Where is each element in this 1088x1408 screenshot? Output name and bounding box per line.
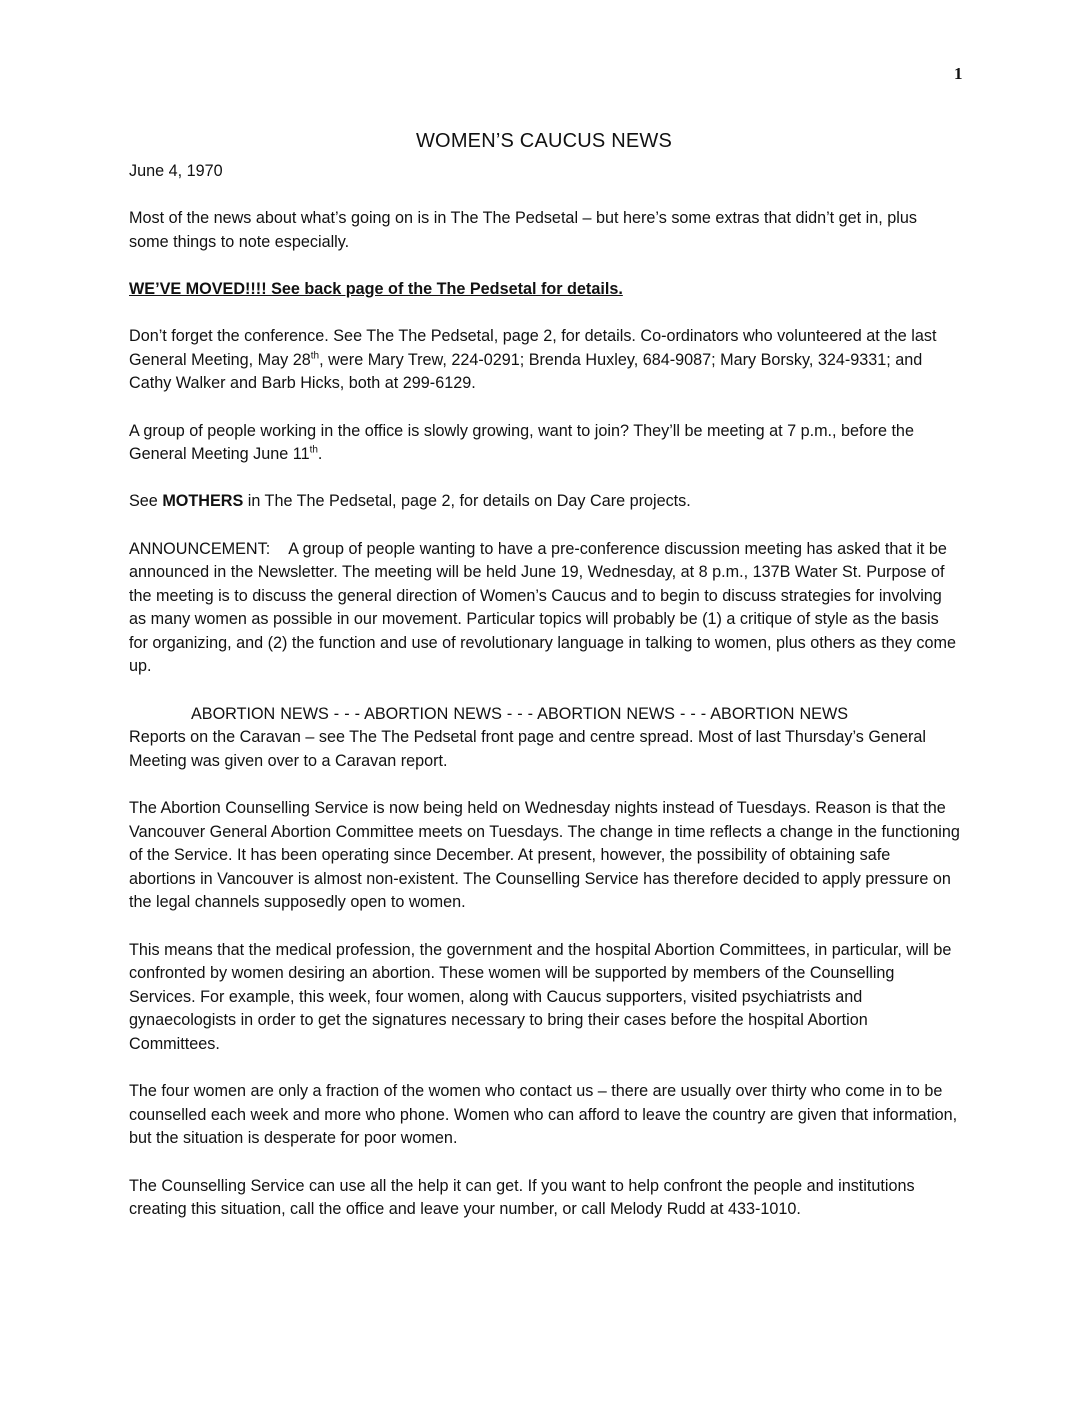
mothers-text-1: See [129, 492, 163, 511]
caravan-paragraph: Reports on the Caravan – see The The Pedsetal front page and centre spread. Most of last Thursday’s General Meeting was given over to a Caravan report. [129, 728, 926, 770]
conference-text-2: , were Mary Trew, 224-0291; Brenda Huxley, 684-9087; Mary Borsky, 324-9331; and Cathy Walker and Barb Hicks, both at 299-6129. [129, 350, 923, 393]
page-number: 1 [954, 64, 963, 83]
mothers-bold: MOTHERS [162, 492, 244, 511]
four-women-paragraph: The four women are only a fraction of the women who contact us – there are usually over thirty who come in to be counselled each week and more who phone. Women who can afford to leave the country are given that information, but the situation is desperate for poor women. [129, 1082, 958, 1148]
mothers-paragraph [129, 490, 961, 514]
page-title: WOMEN’S CAUCUS NEWS [415, 130, 673, 152]
help-paragraph: The Counselling Service can use all the help it can get. If you want to help confront the people and institutions creating this situation, call the office and leave your number, or call Melody Rudd at 433-1010. [129, 1176, 915, 1219]
office-paragraph [129, 420, 961, 467]
conference-ordinal: th [310, 350, 320, 362]
office-ordinal: th [309, 444, 318, 456]
announcement-text: A group of people wanting to have a pre-conference discussion meeting has asked that it be announced in the Newsletter. The meeting will be held June 19, Wednesday, at 8 p.m., 137B Water St. Purpose of the meeting is to discuss the general direction of Women’s Caucus and to begin to discuss strategies for involving as many women as possible in our movement. Particular topics will probably be (1) a critique of style as the basis for organizing, and (2) the function and use of revolutionary language in talking to women, plus others as they come up. [129, 539, 956, 676]
office-text-2: . [317, 445, 323, 464]
medical-paragraph: This means that the medical profession, the government and the hospital Abortion Committees, in particular, will be confronted by women desiring an abortion. These women will be supported by members of the Counselling Services. For example, this week, four women, along with Caucus supporters, visited psychiatrists and gynaecologists in order to get the signatures necessary to bring their cases before the hospital Abortion Committees. [129, 940, 952, 1053]
moved-notice: WE’VE MOVED!!!! See back page of the The Pedsetal for details. [129, 279, 623, 298]
intro-paragraph: Most of the news about what’s going on is in The The Pedsetal – but here’s some extras that didn’t get in, plus some things to note especially. [129, 209, 917, 251]
issue-date: June 4, 1970 [129, 162, 223, 180]
counselling-paragraph: The Abortion Counselling Service is now being held on Wednesday nights instead of Tuesdays. Reason is that the Vancouver General Abortion Committee meets on Tuesdays. The change in time reflects a change in the functioning of the Service. It has been operating since December. At present, however, the possibility of obtaining safe abortions in Vancouver is almost non-existent. The Counselling Service has therefore decided to apply pressure on the legal channels supposedly open to women. [129, 799, 960, 912]
document-body [129, 160, 961, 1245]
mothers-text-2: in The The Pedsetal, page 2, for details on Day Care projects. [243, 492, 691, 511]
conference-paragraph [129, 325, 961, 396]
conference-text-1: Don’t forget the conference. See The The Pedsetal, page 2, for details. Co-ordinators who volunteered at the last General Meeting, May 28 [129, 327, 937, 369]
office-text-1: A group of people working in the office is slowly growing, want to join? They’ll be meeting at 7 p.m., before the General Meeting June 11 [129, 421, 914, 464]
announcement-paragraph [129, 538, 961, 680]
abortion-news-heading: ABORTION NEWS - - - ABORTION NEWS - - - ABORTION NEWS - - - ABORTION NEWS [191, 704, 849, 723]
announcement-label: ANNOUNCEMENT: [129, 539, 271, 558]
